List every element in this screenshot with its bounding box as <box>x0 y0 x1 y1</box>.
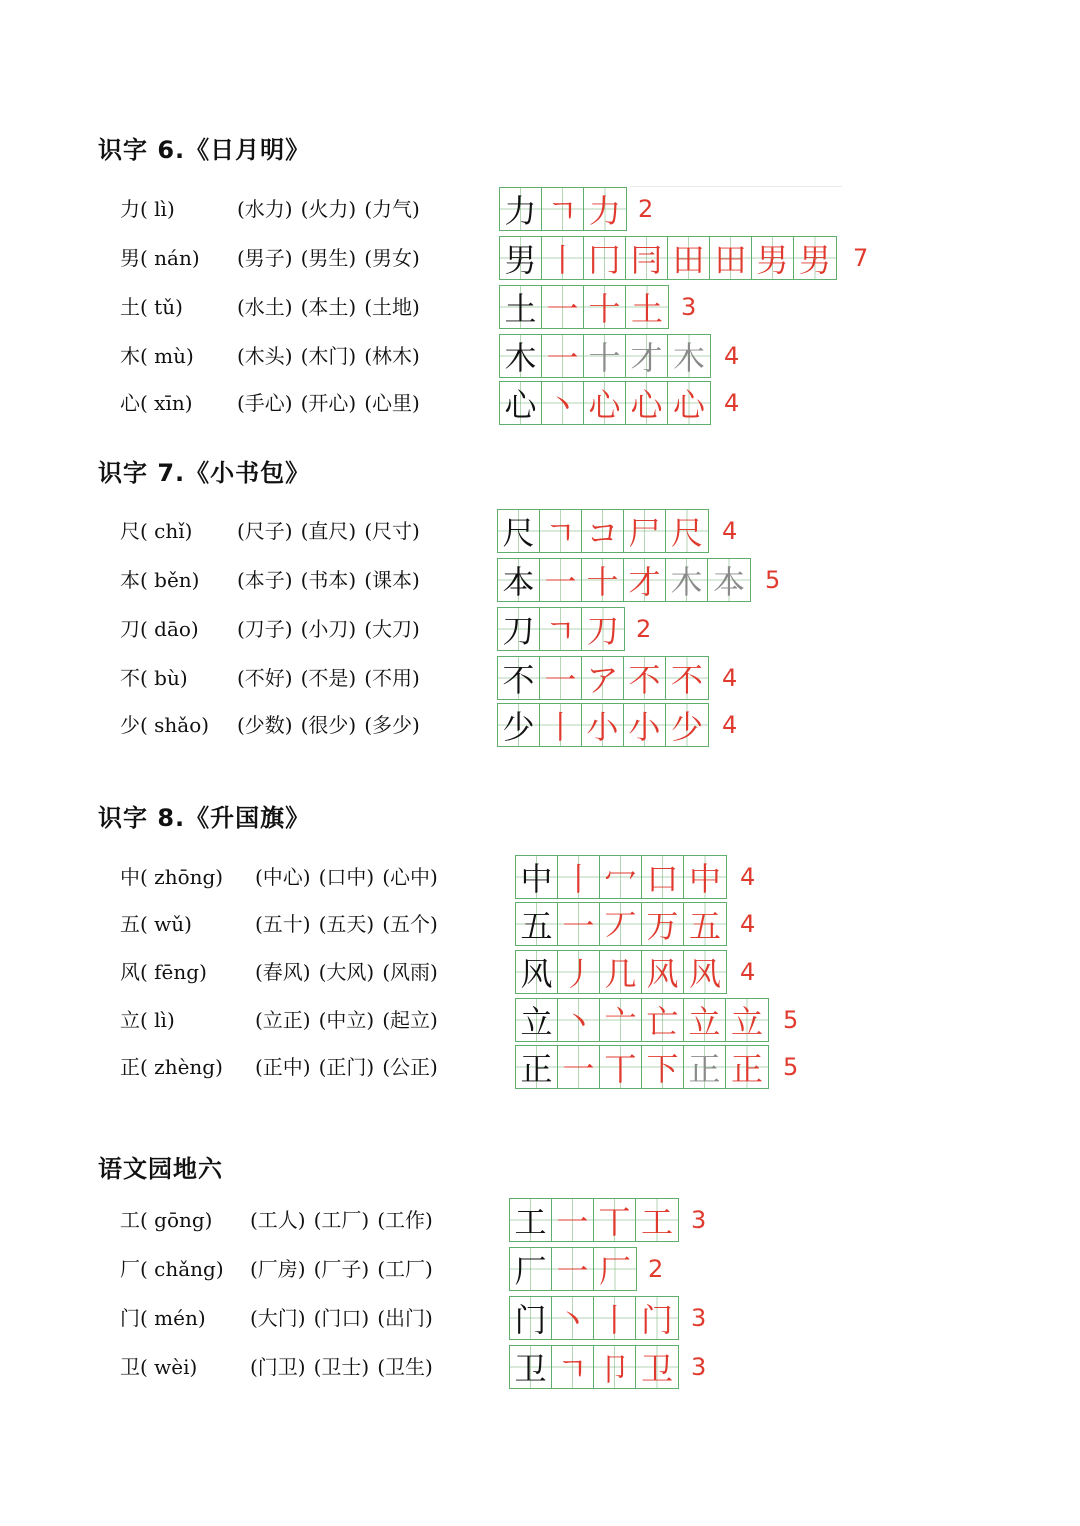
example-word: (手心) <box>237 391 293 415</box>
character-pinyin: 本( běn) <box>120 568 200 592</box>
grid-cell-stroke: 亡 <box>642 999 684 1041</box>
grid-cell-stroke: 土 <box>626 286 668 328</box>
character-pinyin: 风( fēng) <box>120 960 207 984</box>
grid-cell-stroke: 田 <box>668 237 710 279</box>
word-group <box>237 334 428 378</box>
stroke-count: 5 <box>783 1053 799 1081</box>
grid-cell-stroke: 丨 <box>542 237 584 279</box>
example-word: (水土) <box>237 295 293 319</box>
stroke-order-grid <box>499 334 711 378</box>
word-group <box>250 1198 441 1242</box>
grid-cell-stroke: 一 <box>552 1199 594 1241</box>
grid-cell-character: 土 <box>500 286 542 328</box>
grid-cell-stroke: 才 <box>626 335 668 377</box>
character-pinyin: 土( tǔ) <box>120 295 183 319</box>
grid-cell-stroke: 风 <box>642 951 684 993</box>
example-word: (男女) <box>364 246 420 270</box>
grid-cell-stroke: 才 <box>624 559 666 601</box>
example-word: (工厂) <box>377 1257 433 1281</box>
grid-cell-stroke: 力 <box>584 188 626 230</box>
grid-cell-stroke: 丨 <box>558 856 600 898</box>
stroke-count: 2 <box>648 1255 664 1283</box>
grid-cell-stroke: 厂 <box>594 1248 636 1290</box>
grid-cell-character: 木 <box>500 335 542 377</box>
grid-cell-stroke: 丨 <box>540 704 582 746</box>
stroke-order-grid <box>497 656 709 700</box>
stroke-order-grid <box>499 285 669 329</box>
grid-cell-stroke: 一 <box>558 1046 600 1088</box>
character-pinyin: 男( nán) <box>120 246 200 270</box>
character-pinyin: 木( mù) <box>120 344 194 368</box>
grid-cell-stroke: 丅 <box>594 1199 636 1241</box>
character-pinyin: 五( wǔ) <box>120 912 192 936</box>
example-word: (中心) <box>255 865 311 889</box>
grid-cell-character: 工 <box>510 1199 552 1241</box>
word-group <box>255 902 446 946</box>
stroke-count: 4 <box>740 863 756 891</box>
character-pinyin: 立( lì) <box>120 1008 175 1032</box>
stroke-count: 4 <box>740 910 756 938</box>
section-title: 语文园地六 <box>98 1155 223 1183</box>
character-pinyin: 卫( wèi) <box>120 1355 198 1379</box>
grid-cell-stroke: 下 <box>642 1046 684 1088</box>
grid-cell-stroke: 田 <box>710 237 752 279</box>
example-word: (卫士) <box>313 1355 370 1379</box>
example-word: (门卫) <box>250 1355 306 1379</box>
grid-cell-stroke: 几 <box>600 951 642 993</box>
stroke-order-grid <box>499 381 711 425</box>
word-group <box>237 187 428 231</box>
grid-cell-stroke: 十 <box>582 559 624 601</box>
grid-cell-stroke: 不 <box>666 657 708 699</box>
grid-cell-stroke: 中 <box>684 856 726 898</box>
example-word: (本子) <box>237 568 293 592</box>
grid-cell-stroke: 冖 <box>600 856 642 898</box>
example-word: (口中) <box>318 865 375 889</box>
stroke-order-grid <box>515 1045 769 1089</box>
example-word: (多少) <box>364 713 420 737</box>
word-group <box>237 558 428 602</box>
grid-cell-character: 立 <box>516 999 558 1041</box>
example-word: (水力) <box>237 197 293 221</box>
grid-cell-stroke: ㄱ <box>552 1346 594 1388</box>
grid-cell-stroke: 卫 <box>636 1346 678 1388</box>
example-word: (男子) <box>237 246 293 270</box>
grid-cell-stroke: 木 <box>668 335 710 377</box>
grid-cell-stroke: 丅 <box>600 1046 642 1088</box>
grid-cell-stroke: コ <box>582 510 624 552</box>
example-word: (不好) <box>237 666 293 690</box>
grid-cell-stroke: 本 <box>708 559 750 601</box>
stroke-order-grid <box>509 1247 637 1291</box>
grid-cell-stroke: 尺 <box>666 510 708 552</box>
grid-cell-stroke: 冃 <box>626 237 668 279</box>
grid-cell-stroke: 一 <box>542 335 584 377</box>
stroke-order-grid <box>515 902 727 946</box>
grid-cell-stroke: 卩 <box>594 1346 636 1388</box>
character-pinyin: 中( zhōng) <box>120 865 224 889</box>
grid-cell-character: 少 <box>498 704 540 746</box>
grid-cell-stroke: 正 <box>684 1046 726 1088</box>
example-word: (工人) <box>250 1208 306 1232</box>
example-word: (厂房) <box>250 1257 306 1281</box>
character-pinyin: 心( xīn) <box>120 391 193 415</box>
example-word: (心里) <box>364 391 420 415</box>
word-group <box>255 1045 446 1089</box>
grid-cell-stroke: 心 <box>626 382 668 424</box>
example-word: (正门) <box>318 1055 375 1079</box>
grid-cell-stroke: 风 <box>684 951 726 993</box>
example-word: (大门) <box>250 1306 306 1330</box>
example-word: (直尺) <box>300 519 357 543</box>
example-word: (土地) <box>364 295 420 319</box>
grid-cell-character: 不 <box>498 657 540 699</box>
character-pinyin: 不( bù) <box>120 666 188 690</box>
example-word: (书本) <box>300 568 357 592</box>
example-word: (很少) <box>300 713 357 737</box>
word-group <box>237 509 428 553</box>
example-word: (五十) <box>255 912 311 936</box>
stroke-order-grid <box>499 236 837 280</box>
word-group <box>255 855 446 899</box>
example-word: (不是) <box>300 666 357 690</box>
grid-cell-character: 中 <box>516 856 558 898</box>
example-word: (厂子) <box>313 1257 370 1281</box>
stroke-order-grid <box>499 187 627 231</box>
grid-cell-stroke: 刀 <box>582 608 624 650</box>
word-group <box>250 1296 441 1340</box>
grid-cell-character: 卫 <box>510 1346 552 1388</box>
character-pinyin: 门( mén) <box>120 1306 206 1330</box>
grid-cell-stroke: ㄱ <box>540 608 582 650</box>
grid-cell-stroke: ㄱ <box>540 510 582 552</box>
stroke-count: 4 <box>722 664 738 692</box>
example-word: (课本) <box>364 568 420 592</box>
grid-cell-character: 刀 <box>498 608 540 650</box>
word-group <box>237 381 428 425</box>
stroke-count: 4 <box>740 958 756 986</box>
section-title: 识字 6.《日月明》 <box>98 136 311 164</box>
grid-cell-stroke: 小 <box>624 704 666 746</box>
stroke-count: 4 <box>724 342 740 370</box>
grid-cell-character: 五 <box>516 903 558 945</box>
grid-cell-stroke: 小 <box>582 704 624 746</box>
stroke-count: 4 <box>724 389 740 417</box>
example-word: (五天) <box>318 912 375 936</box>
stroke-count: 3 <box>691 1353 707 1381</box>
example-word: (工作) <box>377 1208 433 1232</box>
character-pinyin: 力( lì) <box>120 197 175 221</box>
stroke-order-grid <box>515 855 727 899</box>
grid-cell-character: 力 <box>500 188 542 230</box>
stroke-order-grid <box>509 1345 679 1389</box>
example-word: (林木) <box>364 344 420 368</box>
example-word: (本土) <box>300 295 357 319</box>
section-title: 识字 8.《升国旗》 <box>98 804 311 832</box>
grid-cell-stroke: 亠 <box>600 999 642 1041</box>
grid-cell-character: 门 <box>510 1297 552 1339</box>
stroke-order-grid <box>509 1296 679 1340</box>
character-pinyin: 厂( chǎng) <box>120 1257 224 1281</box>
guide-line <box>630 186 842 187</box>
section-title: 识字 7.《小书包》 <box>98 459 311 487</box>
example-word: (尺寸) <box>364 519 420 543</box>
stroke-count: 7 <box>853 244 869 272</box>
example-word: (工厂) <box>313 1208 370 1232</box>
stroke-count: 3 <box>681 293 697 321</box>
grid-cell-stroke: 口 <box>642 856 684 898</box>
grid-cell-stroke: 不 <box>624 657 666 699</box>
grid-cell-stroke: 一 <box>542 286 584 328</box>
stroke-count: 4 <box>722 517 738 545</box>
stroke-count: 2 <box>638 195 654 223</box>
grid-cell-stroke: 万 <box>642 903 684 945</box>
grid-cell-character: 正 <box>516 1046 558 1088</box>
example-word: (尺子) <box>237 519 293 543</box>
character-pinyin: 正( zhèng) <box>120 1055 223 1079</box>
grid-cell-stroke: 十 <box>584 335 626 377</box>
example-word: (出门) <box>377 1306 433 1330</box>
grid-cell-stroke: 冂 <box>584 237 626 279</box>
grid-cell-stroke: 丨 <box>594 1297 636 1339</box>
example-word: (木门) <box>300 344 357 368</box>
stroke-count: 3 <box>691 1304 707 1332</box>
stroke-order-grid <box>497 703 709 747</box>
grid-cell-stroke: 男 <box>752 237 794 279</box>
grid-cell-stroke: 立 <box>684 999 726 1041</box>
example-word: (少数) <box>237 713 293 737</box>
character-pinyin: 刀( dāo) <box>120 617 199 641</box>
stroke-order-grid <box>497 558 751 602</box>
example-word: (公正) <box>382 1055 438 1079</box>
grid-cell-character: 风 <box>516 951 558 993</box>
example-word: (大风) <box>318 960 375 984</box>
grid-cell-stroke: 工 <box>636 1199 678 1241</box>
stroke-count: 4 <box>722 711 738 739</box>
grid-cell-stroke: ㄱ <box>542 188 584 230</box>
example-word: (刀子) <box>237 617 293 641</box>
example-word: (中立) <box>318 1008 375 1032</box>
grid-cell-stroke: 丶 <box>552 1297 594 1339</box>
stroke-count: 2 <box>636 615 652 643</box>
example-word: (火力) <box>300 197 357 221</box>
stroke-count: 3 <box>691 1206 707 1234</box>
example-word: (风雨) <box>382 960 438 984</box>
grid-cell-character: 尺 <box>498 510 540 552</box>
grid-cell-stroke: 木 <box>666 559 708 601</box>
grid-cell-character: 厂 <box>510 1248 552 1290</box>
grid-cell-stroke: 十 <box>584 286 626 328</box>
example-word: (男生) <box>300 246 357 270</box>
grid-cell-stroke: 一 <box>558 903 600 945</box>
word-group <box>237 236 428 280</box>
grid-cell-stroke: 一 <box>552 1248 594 1290</box>
word-group <box>250 1345 441 1389</box>
character-pinyin: 尺( chǐ) <box>120 519 193 543</box>
grid-cell-stroke: 少 <box>666 704 708 746</box>
example-word: (开心) <box>300 391 357 415</box>
grid-cell-stroke: 心 <box>584 382 626 424</box>
stroke-order-grid <box>515 950 727 994</box>
grid-cell-stroke: 男 <box>794 237 836 279</box>
grid-cell-stroke: 立 <box>726 999 768 1041</box>
grid-cell-character: 本 <box>498 559 540 601</box>
grid-cell-stroke: 心 <box>668 382 710 424</box>
example-word: (五个) <box>382 912 438 936</box>
character-pinyin: 工( gōng) <box>120 1208 213 1232</box>
example-word: (起立) <box>382 1008 438 1032</box>
example-word: (门口) <box>313 1306 370 1330</box>
stroke-count: 5 <box>765 566 781 594</box>
grid-cell-stroke: 一 <box>540 657 582 699</box>
stroke-order-grid <box>515 998 769 1042</box>
example-word: (不用) <box>364 666 420 690</box>
grid-cell-stroke: 丿 <box>558 951 600 993</box>
grid-cell-stroke: 尸 <box>624 510 666 552</box>
example-word: (力气) <box>364 197 420 221</box>
character-pinyin: 少( shǎo) <box>120 713 210 737</box>
stroke-order-grid <box>497 509 709 553</box>
example-word: (心中) <box>382 865 438 889</box>
grid-cell-stroke: 丆 <box>600 903 642 945</box>
grid-cell-stroke: 丶 <box>558 999 600 1041</box>
grid-cell-character: 心 <box>500 382 542 424</box>
grid-cell-stroke: 五 <box>684 903 726 945</box>
word-group <box>237 703 428 747</box>
grid-cell-stroke: 正 <box>726 1046 768 1088</box>
example-word: (大刀) <box>364 617 420 641</box>
word-group <box>237 656 428 700</box>
grid-cell-stroke: 门 <box>636 1297 678 1339</box>
word-group <box>237 607 428 651</box>
example-word: (木头) <box>237 344 293 368</box>
example-word: (立正) <box>255 1008 311 1032</box>
example-word: (春风) <box>255 960 311 984</box>
word-group <box>237 285 428 329</box>
word-group <box>255 950 446 994</box>
stroke-order-grid <box>509 1198 679 1242</box>
word-group <box>255 998 446 1042</box>
grid-cell-stroke: ア <box>582 657 624 699</box>
grid-cell-stroke: 丶 <box>542 382 584 424</box>
grid-cell-character: 男 <box>500 237 542 279</box>
stroke-count: 5 <box>783 1006 799 1034</box>
example-word: (卫生) <box>377 1355 433 1379</box>
grid-cell-stroke: 一 <box>540 559 582 601</box>
stroke-order-grid <box>497 607 625 651</box>
example-word: (小刀) <box>300 617 357 641</box>
word-group <box>250 1247 441 1291</box>
example-word: (正中) <box>255 1055 311 1079</box>
